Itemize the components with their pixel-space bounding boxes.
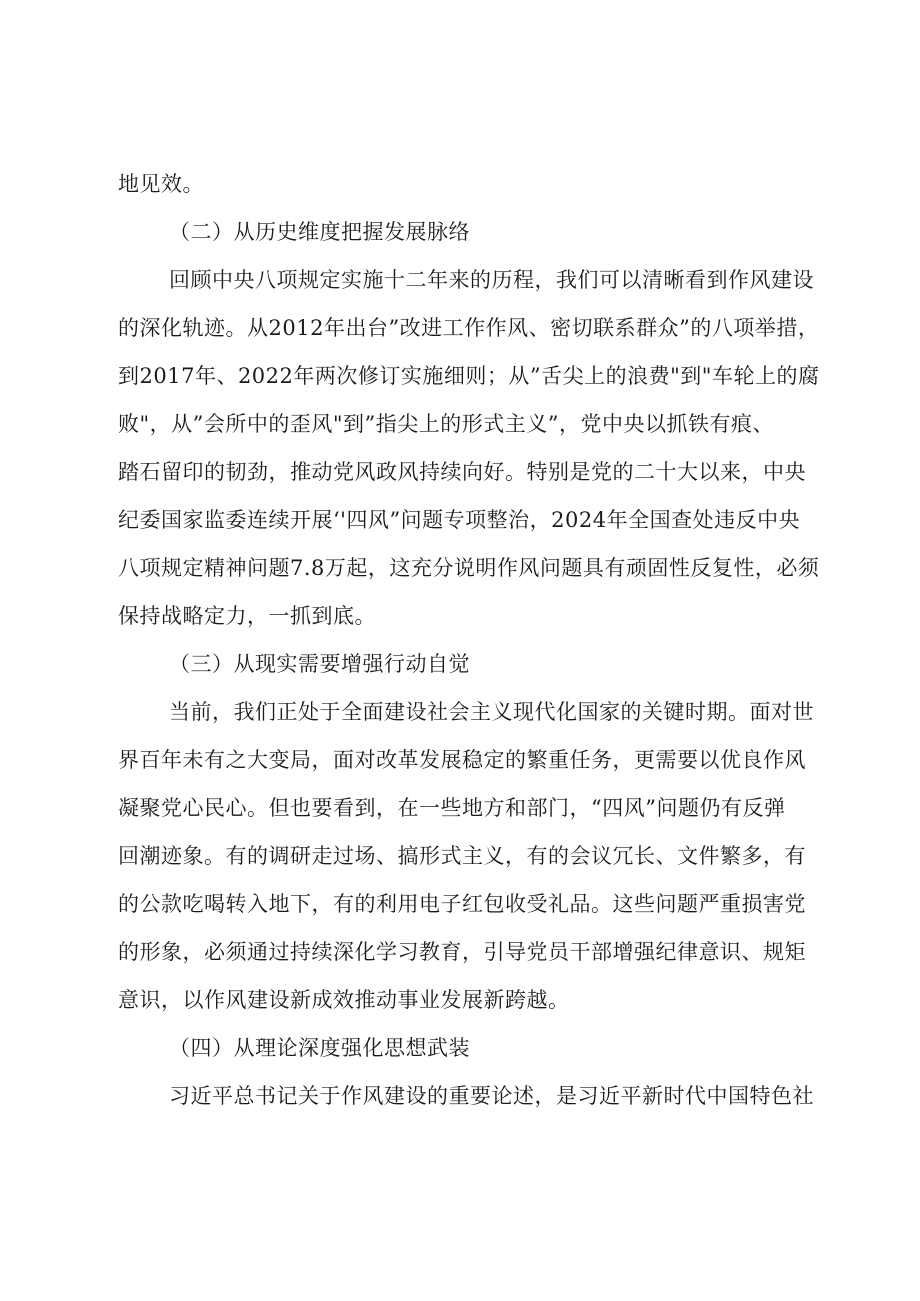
paragraph-line: 保持战略定力，一抓到底。 bbox=[118, 604, 376, 628]
paragraph-line: 意识，以作风建设新成效推动事业发展新跨越。 bbox=[118, 988, 570, 1012]
paragraph-line: 的形象，必须通过持续深化学习教育，引导党员干部增强纪律意识、规矩 bbox=[118, 940, 806, 964]
section-heading-2: （二）从历史维度把握发展脉络 bbox=[169, 220, 470, 244]
paragraph-line: 败"，从”会所中的歪风"到”指尖上的形式主义”，党中央以抓铁有痕、 bbox=[118, 412, 775, 436]
paragraph-line: 八项规定精神问题7.8万起，这充分说明作风问题具有顽固性反复性，必须 bbox=[118, 556, 820, 580]
paragraph-line: 回潮迹象。有的调研走过场、搞形式主义，有的会议冗长、文件繁多，有 bbox=[118, 844, 806, 868]
section-heading-4: （四）从理论深度强化思想武装 bbox=[169, 1036, 470, 1060]
paragraph-line: 纪委国家监委连续开展‘'四风”问题专项整治，2024年全国查处违反中央 bbox=[118, 508, 801, 532]
paragraph-line: 凝聚党心民心。但也要看到，在一些地方和部门，“四风”问题仍有反弹 bbox=[118, 796, 786, 820]
paragraph-line: 的深化轨迹。从2012年出台”改进工作作风、密切联系群众”的八项举措， bbox=[118, 316, 820, 340]
paragraph-line: 踏石留印的韧劲，推动党风政风持续向好。特别是党的二十大以来，中央 bbox=[118, 460, 806, 484]
paragraph-line: 到2017年、2022年两次修订实施细则；从”舌尖上的浪费"到"车轮上的腐 bbox=[118, 364, 820, 388]
paragraph-line: 界百年未有之大变局，面对改革发展稳定的繁重任务，更需要以优良作风 bbox=[118, 748, 806, 772]
paragraph-line: 习近平总书记关于作风建设的重要论述，是习近平新时代中国特色社 bbox=[169, 1084, 814, 1108]
section-heading-3: （三）从现实需要增强行动自觉 bbox=[169, 652, 470, 676]
paragraph-line: 的公款吃喝转入地下，有的利用电子红包收受礼品。这些问题严重损害党 bbox=[118, 892, 806, 916]
paragraph-line: 回顾中央八项规定实施十二年来的历程，我们可以清晰看到作风建设 bbox=[169, 268, 814, 292]
paragraph-line: 当前，我们正处于全面建设社会主义现代化国家的关键时期。面对世 bbox=[169, 700, 814, 724]
paragraph-line: 地见效。 bbox=[118, 172, 204, 196]
